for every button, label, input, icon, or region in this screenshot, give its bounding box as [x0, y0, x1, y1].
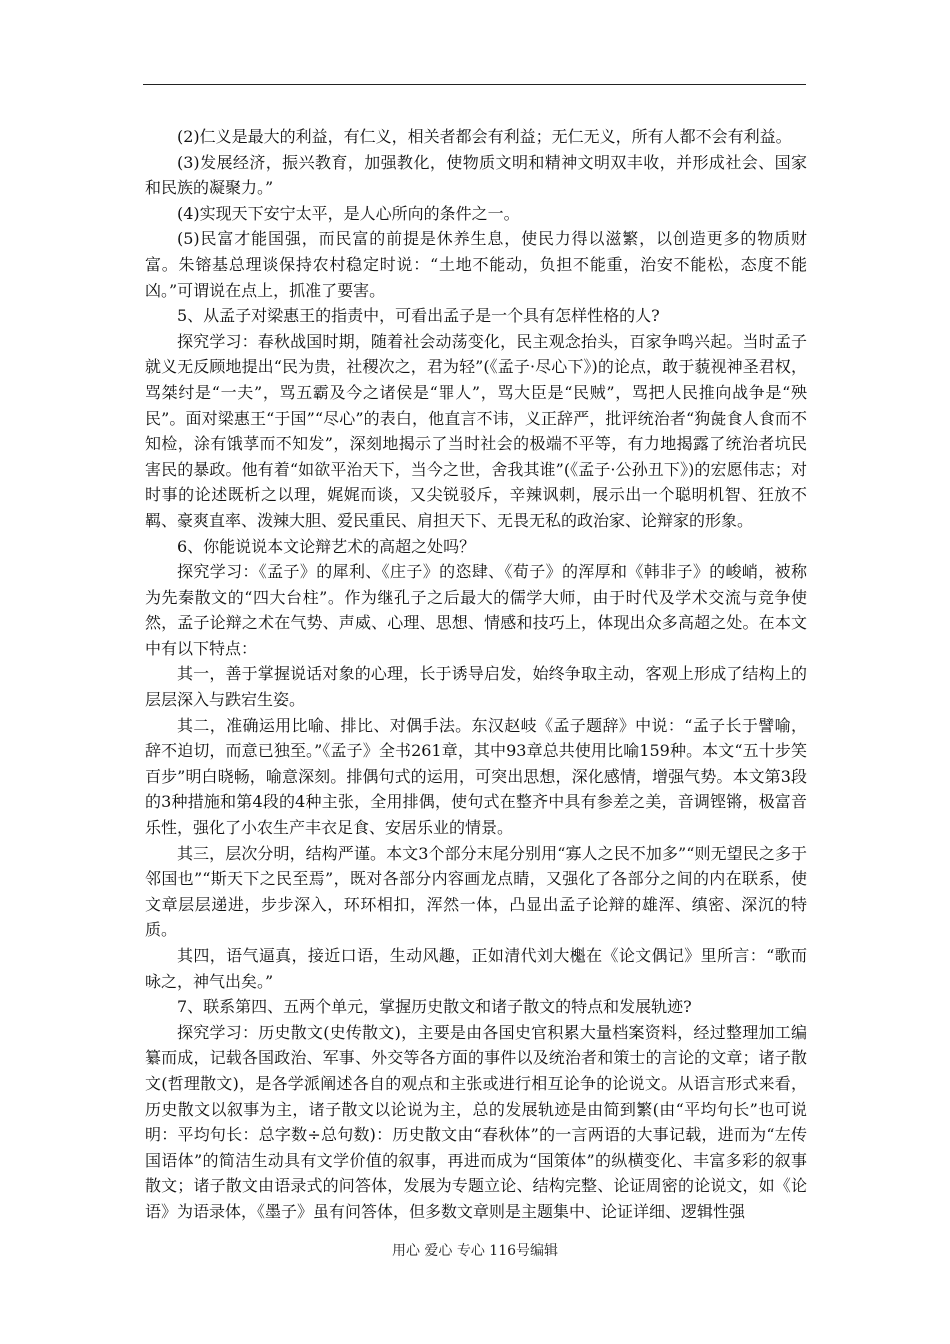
question-heading: 6、你能说说本文论辩艺术的高超之处吗？ — [177, 536, 476, 556]
paragraph: 其二，准确运用比喻、排比、对偶手法。东汉赵岐《孟子题辞》中说：“孟子长于譬喻，辞不迫切，而意已独至。”《孟子》全书261章，其中93章总共使用比喻159种。本文“五十步笑百步”明白晓畅，喻意深刻。排偶句式的运用，可突出思想，深化感情，增强气势。本文第3段的3种措施和第4段的4种主张，全用排偶，使句式在整齐中具有参差之美，音调铿锵，极富音乐性，强化了小农生产丰衣足食、安居乐业的情景。 — [145, 715, 807, 838]
paragraph: 探究学习：《孟子》的犀利、《庄子》的恣肆、《荀子》的浑厚和《韩非子》的峻峭，被称为先秦散文的“四大台柱”。作为继孔子之后最大的儒学大师，由于时代及学术交流与竞争使然，孟子论辩之术在气势、声威、心理、思想、情感和技巧上，体现出众多高超之处。在本文中有以下特点： — [145, 562, 807, 658]
paragraph: (5)民富才能国强，而民富的前提是休养生息，使民力得以滋繁，以创造更多的物质财富。朱镕基总理谈保持农村稳定时说：“土地不能动，负担不能重，治安不能松，态度不能凶。”可谓说在点上，抓准了要害。 — [145, 229, 807, 300]
paragraph: 其一，善于掌握说话对象的心理，长于诱导启发，始终争取主动，客观上形成了结构上的层层深入与跌宕生姿。 — [145, 664, 807, 710]
paragraph: (2)仁义是最大的利益，有仁义，相关者都会有利益；无仁无义，所有人都不会有利益。 — [177, 127, 792, 146]
question-heading: 7、联系第四、五两个单元，掌握历史散文和诸子散文的特点和发展轨迹? — [177, 997, 692, 1017]
header-rule — [143, 84, 806, 85]
paragraph: 其三，层次分明，结构严谨。本文3个部分末尾分别用“寡人之民不加多”“则无望民之多于邻国也”“斯天下之民至焉”，既对各部分内容画龙点睛，又强化了各部分之间的内在联系，使文章层层递进，步步深入，环环相扣，浑然一体，凸显出孟子论辩的雄浑、缜密、深沉的特质。 — [145, 843, 807, 940]
document-body — [145, 124, 807, 1225]
page-footer: 用心 爱心 专心 116号编辑 — [391, 1243, 559, 1259]
paragraph: 探究学习：历史散文(史传散文)，主要是由各国史官积累大量档案资料，经过整理加工编纂而成，记载各国政治、军事、外交等各方面的事件以及统治者和策士的言论的文章；诸子散文(哲理散文)，是各学派阐述各自的观点和主张或进行相互论争的论说文。从语言形式来看，历史散文以叙事为主，诸子散文以论说为主，总的发展轨迹是由简到繁(由“平均句长”也可说明：平均句长：总字数÷总句数)：历史散文由“春秋体”的一言两语的大事记载，进而为“左传国语体”的简洁生动具有文学价值的叙事，再进而成为“国策体”的纵横变化、丰富多彩的叙事散文；诸子散文由语录式的问答体，发展为专题立论、结构完整、论证周密的论说文，如《论语》为语录体，《墨子》虽有问答体，但多数文章则是主题集中、论证详细、逻辑性强 — [145, 1022, 807, 1221]
paragraph: (3)发展经济，振兴教育，加强教化，使物质文明和精神文明双丰收，并形成社会、国家和民族的凝聚力。” — [145, 152, 807, 198]
paragraph: 其四，语气逼真，接近口语，生动风趣，正如清代刘大櫆在《论文偶记》里所言：“歌而咏之，神气出矣。” — [145, 946, 807, 991]
paragraph: (4)实现天下安宁太平，是人心所向的条件之一。 — [177, 203, 520, 223]
paragraph: 探究学习：春秋战国时期，随着社会动荡变化，民主观念抬头，百家争鸣兴起。当时孟子就义无反顾地提出“民为贵，社稷次之，君为轻”(《孟子·尽心下》)的论点，敢于藐视神圣君权，骂桀纣是“一夫”，骂五霸及今之诸侯是“罪人”，骂大臣是“民贼”，骂把人民推向战争是“殃民”。面对梁惠王“于国”“尽心”的表白，他直言不讳，义正辞严，批评统治者“狗彘食人食而不知检，涂有饿莩而不知发”，深刻地揭示了当时社会的极端不平等，有力地揭露了统治者坑民害民的暴政。他有着“如欲平治天下，当今之世，舍我其谁”(《孟子·公孙丑下》)的宏愿伟志；对时事的论述既析之以理，娓娓而谈，又尖锐驳斥，辛辣讽刺，展示出一个聪明机智、狂放不羁、豪爽直率、泼辣大胆、爱民重民、肩担天下、无畏无私的政治家、论辩家的形象。 — [145, 331, 807, 530]
question-heading: 5、从孟子对梁惠王的指责中，可看出孟子是一个具有怎样性格的人? — [177, 306, 660, 326]
